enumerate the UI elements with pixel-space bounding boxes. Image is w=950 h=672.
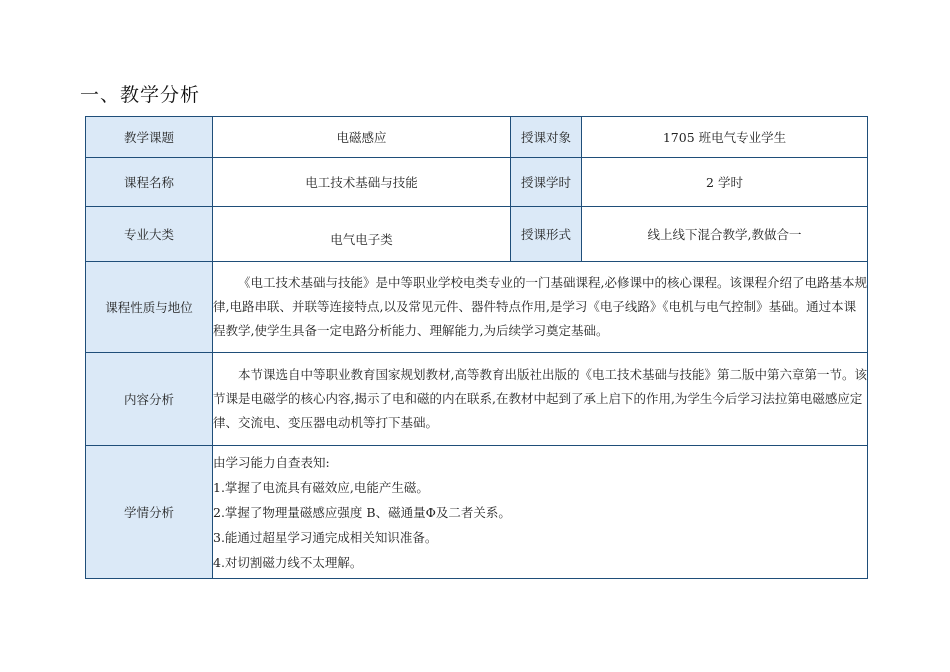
audience-value: 1705 班电气专业学生 [582,117,868,158]
audience-label: 授课对象 [511,117,582,158]
list-item: 1.掌握了电流具有磁效应,电能产生磁。 [213,479,429,495]
section-title: 一、教学分析 [80,84,201,106]
hours-value: 2 学时 [582,158,868,207]
major-label: 专业大类 [86,207,213,262]
major-value: 电气电子类 [213,207,511,262]
table-row [86,446,868,579]
course-label: 课程名称 [86,158,213,207]
content-label: 内容分析 [86,353,213,446]
table-row [86,158,868,207]
table-row [86,262,868,353]
table-row [86,207,868,262]
learner-intro: 由学习能力自查表知: [213,454,330,470]
format-label: 授课形式 [511,207,582,262]
course-value: 电工技术基础与技能 [213,158,511,207]
nature-text: 《电工技术基础与技能》是中等职业学校电类专业的一门基础课程,必修课中的核心课程。该课程介绍了电路基本规律,电路串联、并联等连接特点,以及常见元件、器件特点作用,是学习《电子线路》《电机与电气控制》基础。通过本课程教学,使学生具备一定电路分析能力、理解能力,为后续学习奠定基础。 [213,275,867,338]
teaching-analysis-table [85,116,868,579]
content-cell [213,353,868,446]
learner-label: 学情分析 [86,446,213,579]
list-item: 4.对切割磁力线不太理解。 [213,554,363,570]
table-row [86,117,868,158]
list-item: 3.能通过超星学习通完成相关知识准备。 [213,529,438,545]
learner-cell [213,446,868,579]
nature-cell [213,262,868,353]
format-value: 线上线下混合教学,教做合一 [582,207,868,262]
nature-label: 课程性质与地位 [86,262,213,353]
table-row [86,353,868,446]
list-item: 2.掌握了物理量磁感应强度 B、磁通量Φ及二者关系。 [213,504,511,520]
topic-value: 电磁感应 [213,117,511,158]
hours-label: 授课学时 [511,158,582,207]
topic-label: 教学课题 [86,117,213,158]
content-text: 本节课选自中等职业教育国家规划教材,高等教育出版社出版的《电工技术基础与技能》第二版中第六章第一节。该节课是电磁学的核心内容,揭示了电和磁的内在联系,在教材中起到了承上启下的作用,为学生今后学习法拉第电磁感应定律、交流电、变压器电动机等打下基础。 [213,367,867,430]
